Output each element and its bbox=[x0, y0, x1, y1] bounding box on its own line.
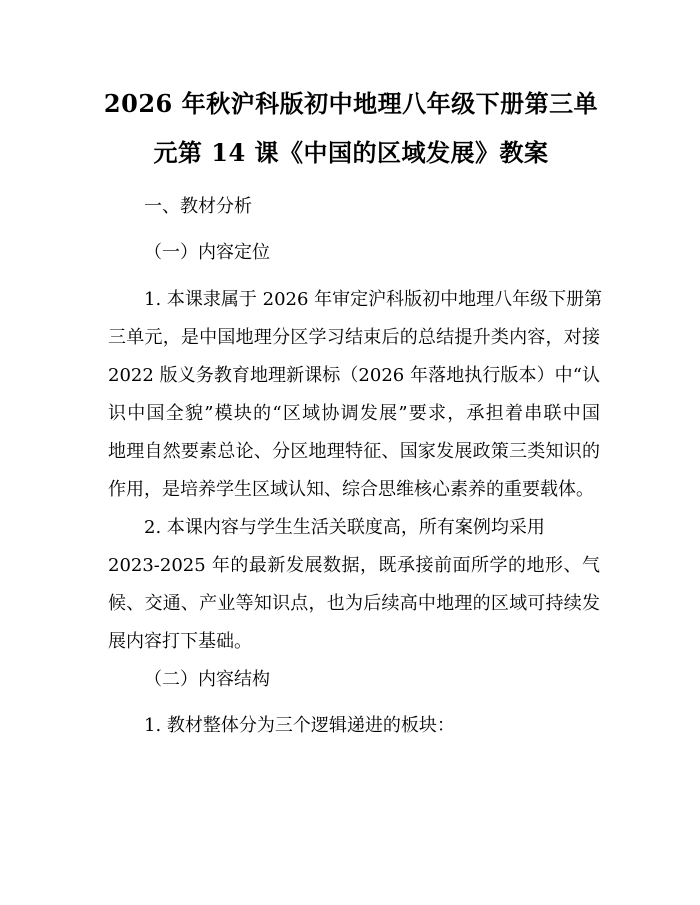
para2-line-2: 2023-2025 年的最新发展数据，既承接前面所学的地形、气 bbox=[108, 555, 600, 576]
para2-line-1: 2. 本课内容与学生生活关联度高，所有案例均采用 bbox=[144, 517, 545, 538]
title-line-1: 2026 年秋沪科版初中地理八年级下册第三单 bbox=[103, 89, 599, 118]
para3-line-1: 1. 教材整体分为三个逻辑递进的板块： bbox=[144, 715, 455, 736]
para1-line-3: 2022 版义务教育地理新课标（2026 年落地执行版本）中“认 bbox=[108, 365, 600, 386]
subsection-heading-2: （二）内容结构 bbox=[144, 669, 270, 690]
para1-line-4: 识中国全貌”模块的“区域协调发展”要求，承担着串联中国 bbox=[108, 403, 600, 424]
para1-line-1: 1. 本课隶属于 2026 年审定沪科版初中地理八年级下册第 bbox=[144, 289, 603, 310]
para1-line-2: 三单元，是中国地理分区学习结束后的总结提升类内容，对接 bbox=[108, 327, 600, 348]
para1-line-5: 地理自然要素总论、分区地理特征、国家发展政策三类知识的 bbox=[108, 441, 600, 462]
para1-line-6: 作用，是培养学生区域认知、综合思维核心素养的重要载体。 bbox=[108, 479, 594, 500]
section-heading: 一、教材分析 bbox=[144, 196, 252, 217]
para2-line-3: 候、交通、产业等知识点，也为后续高中地理的区域可持续发 bbox=[108, 593, 600, 614]
para2-line-4: 展内容打下基础。 bbox=[108, 631, 252, 652]
subsection-heading-1: （一）内容定位 bbox=[144, 242, 270, 263]
title-line-2: 元第 14 课《中国的区域发展》教案 bbox=[153, 138, 549, 167]
